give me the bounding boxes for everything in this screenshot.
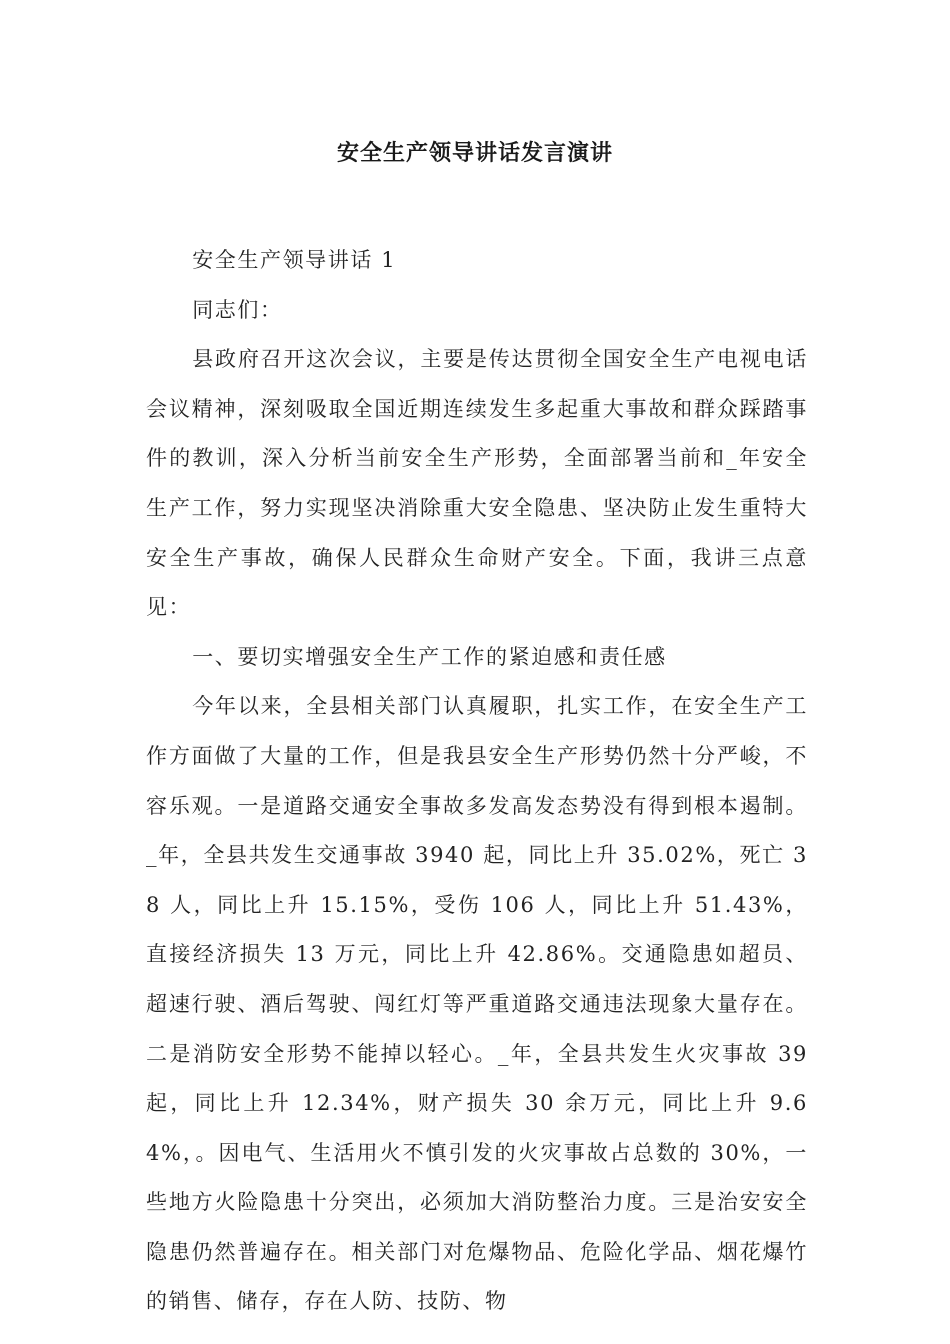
salutation: 同志们： [192, 297, 283, 322]
section-heading: 安全生产领导讲话 1 [192, 248, 397, 272]
document-body [146, 236, 808, 1327]
paragraph-intro: 县政府召开这次会议，主要是传达贯彻全国安全生产电视电话会议精神，深刻吸取全国近期连续发生多起重大事故和群众踩踏事件的教训，深入分析当前安全生产形势，全面部署当前和_年安全生产工作，努力实现坚决消除重大安全隐患、坚决防止发生重特大安全生产事故，确保人民群众生命财产安全。下面，我讲三点意见： [146, 347, 808, 620]
document-title: 安全生产领导讲话发言演讲 [336, 141, 613, 166]
paragraph-situation: 今年以来，全县相关部门认真履职，扎实工作，在安全生产工作方面做了大量的工作，但是我县安全生产形势仍然十分严峻，不容乐观。一是道路交通安全事故多发高发态势没有得到根本遏制。_年，全县共发生交通事故 3940 起，同比上升 35.02%，死亡 38 人，同比上升 15.15%，受伤 106 人，同比上升 51.43%，直接经济损失 13 万元，同比上升 42.86%。交通隐患如超员、超速行驶、酒后驾驶、闯红灯等严重道路交通违法现象大量存在。二是消防安全形势不能掉以轻心。_年，全县共发生火灾事故 39 起，同比上升 12.34%，财产损失 30 余万元，同比上升 9.64%，。因电气、生活用火不慎引发的火灾事故占总数的 30%，一些地方火险隐患十分突出，必须加大消防整治力度。三是治安安全隐患仍然普遍存在。相关部门对危爆物品、危险化学品、烟花爆竹的销售、储存，存在人防、技防、物 [146, 694, 808, 1314]
point-1-heading: 一、要切实增强安全生产工作的紧迫感和责任感 [192, 644, 667, 669]
